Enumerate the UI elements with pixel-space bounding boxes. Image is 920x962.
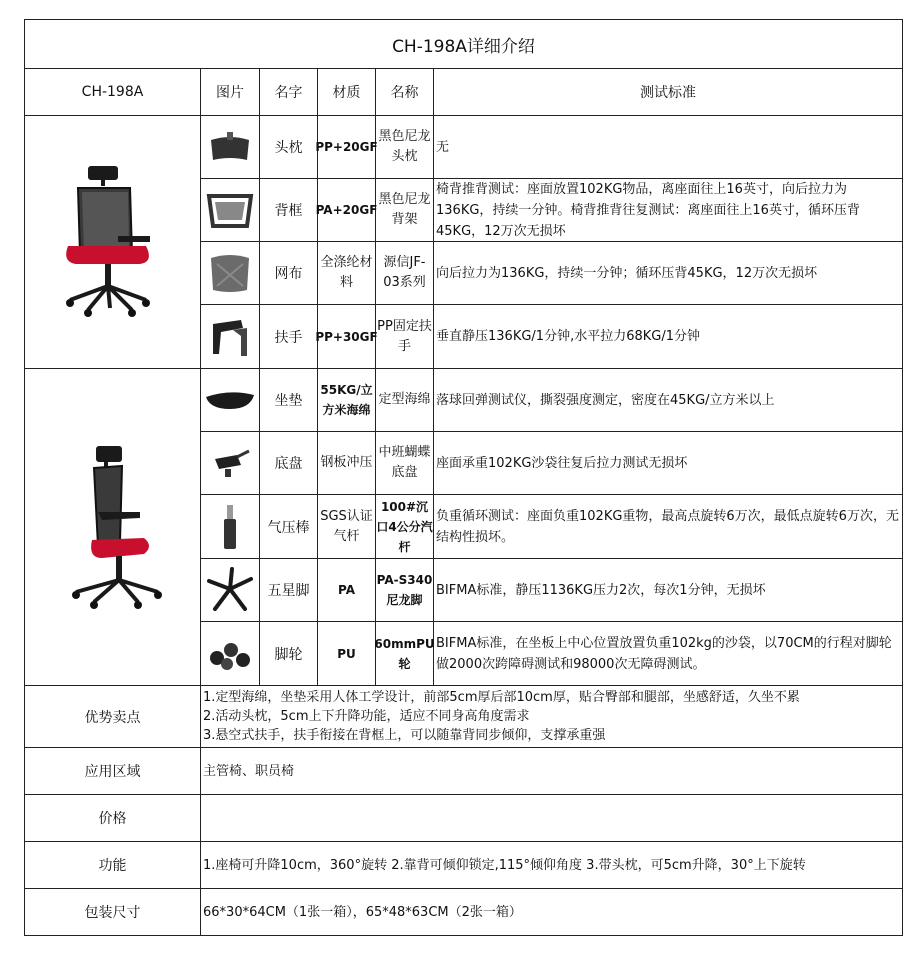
- header-label: 名称: [376, 69, 434, 116]
- header-material: 材质: [318, 69, 376, 116]
- caster-image: [201, 622, 260, 686]
- component-material: 55KG/立方米海绵: [318, 369, 376, 432]
- component-standard: 落球回弹测试仪，撕裂强度测定，密度在45KG/立方米以上: [434, 369, 902, 432]
- component-name: 底盘: [260, 432, 318, 495]
- component-name: 背框: [260, 179, 318, 242]
- header-standard: 测试标准: [434, 69, 902, 116]
- office-chair-front-icon: [58, 162, 168, 322]
- mesh-fabric-icon: [207, 250, 253, 296]
- header-picture: 图片: [201, 69, 260, 116]
- component-material: PP+30GF: [318, 305, 376, 369]
- five-star-base-icon: [205, 567, 255, 613]
- headrest-image: [201, 116, 260, 179]
- component-label: 100#沉口4公分汽杆: [376, 495, 434, 559]
- component-material: PP+20GF: [318, 116, 376, 179]
- component-material: SGS认证气杆: [318, 495, 376, 559]
- page-title: CH-198A详细介绍: [25, 20, 902, 69]
- component-material: 全涤纶材料: [318, 242, 376, 305]
- component-name: 网布: [260, 242, 318, 305]
- application-value: 主管椅、职员椅: [201, 748, 902, 795]
- chair-front-image: [25, 116, 201, 369]
- component-standard: 向后拉力为136KG，持续一分钟；循环压背45KG，12万次无损坏: [434, 242, 902, 305]
- chassis-image: [201, 432, 260, 495]
- component-label: 黑色尼龙背架: [376, 179, 434, 242]
- function-value: 1.座椅可升降10cm，360°旋转 2.靠背可倾仰锁定,115°倾仰角度 3.带头枕，可5cm升降，30°上下旋转: [201, 842, 902, 889]
- component-standard: 座面承重102KG沙袋往复后拉力测试无损坏: [434, 432, 902, 495]
- component-standard: BIFMA标准，静压1136KG压力2次，每次1分钟，无损坏: [434, 559, 902, 622]
- component-standard: 椅背推背测试：座面放置102KG物品，离座面往上16英寸，向后拉力为136KG，持续一分钟。椅背推背往复测试：离座面往上16英寸，循环压背45KG，12万次无损坏: [434, 179, 902, 242]
- component-material: PA+20GF: [318, 179, 376, 242]
- chair-side-image: [25, 369, 201, 686]
- seat-cushion-icon: [204, 387, 256, 413]
- price-label: 价格: [25, 795, 201, 842]
- headrest-icon: [207, 130, 253, 164]
- function-label: 功能: [25, 842, 201, 889]
- header-name: 名字: [260, 69, 318, 116]
- gas-lift-icon: [220, 503, 240, 551]
- caster-icon: [207, 636, 253, 672]
- office-chair-side-icon: [58, 442, 168, 612]
- component-standard: 负重循环测试：座面负重102KG重物，最高点旋转6万次，最低点旋转6万次，无结构性损坏。: [434, 495, 902, 559]
- mesh-fabric-image: [201, 242, 260, 305]
- advantage-line: 2.活动头枕，5cm上下升降功能，适应不同身高角度需求: [203, 709, 530, 724]
- component-label: 定型海绵: [376, 369, 434, 432]
- component-name: 坐垫: [260, 369, 318, 432]
- component-material: 钢板冲压: [318, 432, 376, 495]
- advantage-line: 1.定型海绵，坐垫采用人体工学设计，前部5cm厚后部10cm厚，贴合臀部和腿部，坐感舒适，久坐不累: [203, 690, 800, 705]
- component-standard: 垂直静压136KG/1分钟,水平拉力68KG/1分钟: [434, 305, 902, 369]
- component-name: 扶手: [260, 305, 318, 369]
- armrest-image: [201, 305, 260, 369]
- component-material: PA: [318, 559, 376, 622]
- header-model: CH-198A: [25, 69, 201, 116]
- component-label: 源信JF-03系列: [376, 242, 434, 305]
- package-value: 66*30*64CM（1张一箱），65*48*63CM（2张一箱）: [203, 904, 522, 920]
- chassis-icon: [207, 445, 253, 481]
- component-label: 60mmPU轮: [376, 622, 434, 686]
- component-name: 五星脚: [260, 559, 318, 622]
- application-label: 应用区域: [25, 748, 201, 795]
- component-label: 中班蝴蝶底盘: [376, 432, 434, 495]
- advantages-label: 优势卖点: [25, 686, 201, 748]
- component-standard: BIFMA标准，在坐板上中心位置放置负重102kg的沙袋，以70CM的行程对脚轮做2000次跨障碍测试和98000次无障碍测试。: [434, 622, 902, 686]
- package-label: 包装尺寸: [25, 889, 201, 935]
- back-frame-icon: [205, 190, 255, 230]
- price-value: [201, 795, 902, 842]
- spec-sheet: [24, 19, 903, 936]
- component-name: 脚轮: [260, 622, 318, 686]
- advantage-line: 3.悬空式扶手，扶手衔接在背框上，可以随靠背同步倾仰，支撑承重强: [203, 728, 606, 743]
- component-label: PP固定扶手: [376, 305, 434, 369]
- seat-cushion-image: [201, 369, 260, 432]
- component-material: PU: [318, 622, 376, 686]
- component-standard: 无: [434, 116, 902, 179]
- component-label: PA-S340尼龙脚: [376, 559, 434, 622]
- component-label: 黑色尼龙头枕: [376, 116, 434, 179]
- back-frame-image: [201, 179, 260, 242]
- advantages-list: [201, 686, 902, 748]
- five-star-base-image: [201, 559, 260, 622]
- armrest-icon: [207, 314, 253, 360]
- gas-lift-image: [201, 495, 260, 559]
- component-name: 气压棒: [260, 495, 318, 559]
- component-name: 头枕: [260, 116, 318, 179]
